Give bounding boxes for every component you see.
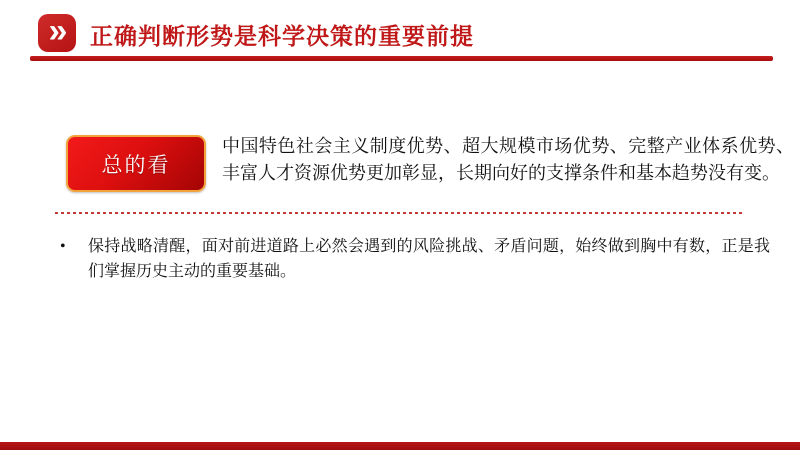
callout-label: 总的看	[101, 152, 171, 177]
chevrons-glyph: »	[48, 11, 66, 50]
callout-badge	[66, 135, 206, 192]
summary-text: 中国特色社会主义制度优势、超大规模市场优势、完整产业体系优势、丰富人才资源优势更加彰显，长期向好的支撑条件和基本趋势没有变。	[222, 136, 794, 183]
bottom-accent-bar	[0, 442, 800, 450]
page-title: 正确判断形势是科学决策的重要前提	[90, 23, 474, 49]
bullet-item	[60, 234, 770, 284]
bullet-text: 保持战略清醒，面对前进道路上必然会遇到的风险挑战、矛盾问题，始终做到胸中有数，正是我们掌握历史主动的重要基础。	[88, 238, 770, 280]
header-divider	[30, 56, 773, 61]
bullet-marker: •	[60, 238, 66, 255]
chevrons-right-icon	[38, 11, 76, 52]
dotted-divider	[55, 212, 745, 214]
